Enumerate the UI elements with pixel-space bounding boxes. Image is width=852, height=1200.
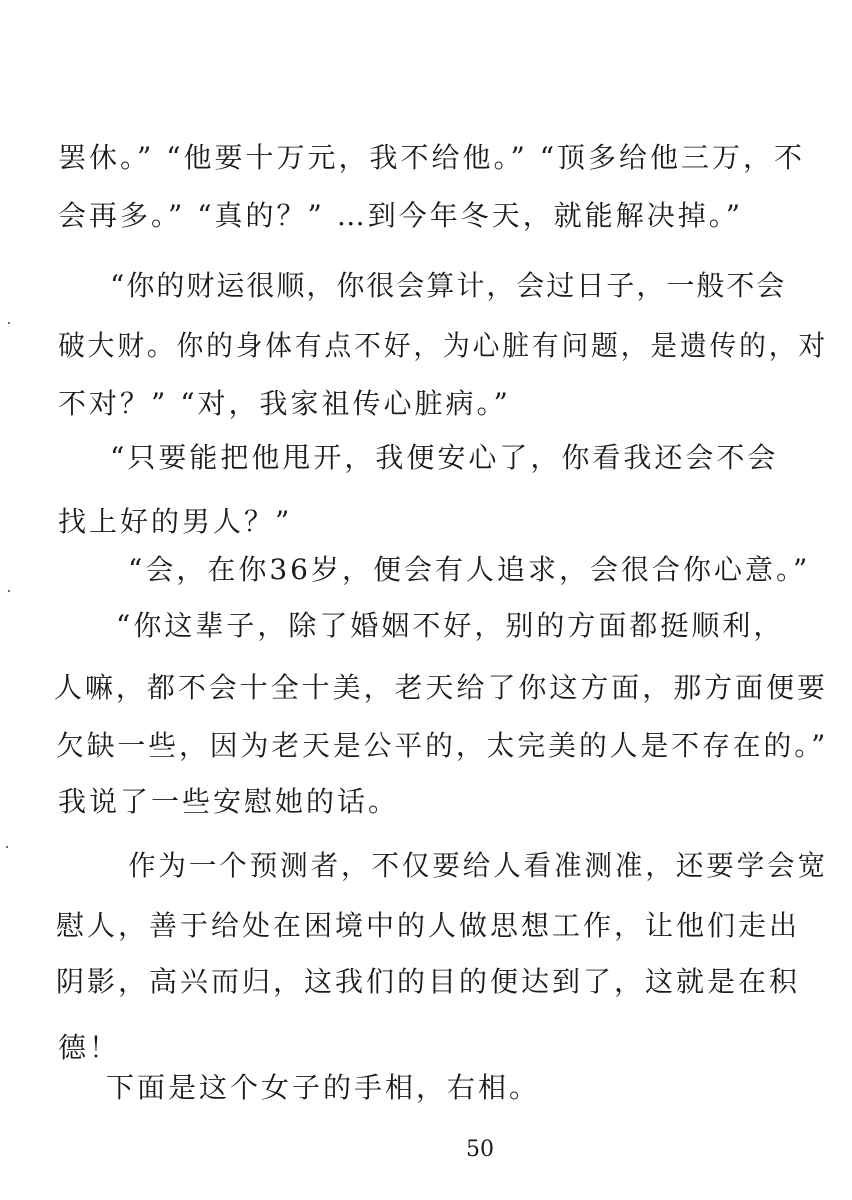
text-line-6: “只要能把他甩开，我便安心了，你看我还会不会: [110, 441, 779, 474]
text-line-10: 人嘛，都不会十全十美，老天给了你这方面，那方面便要: [54, 671, 829, 704]
text-line-13: 作为一个预测者，不仅要给人看准测准，还要学会宽: [128, 849, 829, 882]
scan-speck: [6, 846, 8, 848]
text-line-14: 慰人，善于给处在困境中的人做思想工作，让他们走出: [56, 909, 801, 942]
scan-speck: [8, 590, 10, 592]
text-line-9: “你这辈子，除了婚姻不好，别的方面都挺顺利，: [116, 609, 785, 642]
text-line-17: 下面是这个女子的手相，右相。: [106, 1071, 541, 1104]
text-line-4: 破大财。你的身体有点不好，为心脏有问题，是遗传的，对: [58, 329, 829, 362]
text-line-8: “会，在你36岁，便会有人追求，会很合你心意。”: [128, 553, 811, 586]
text-line-1: 罢休。” “他要十万元，我不给他。” “顶多给他三万，不: [58, 141, 806, 174]
scan-speck: [8, 322, 10, 324]
text-line-11: 欠缺一些，因为老天是公平的，太完美的人是不存在的。”: [56, 729, 829, 762]
text-line-3: “你的财运很顺，你很会算计，会过日子，一般不会: [110, 269, 787, 302]
text-line-2: 会再多。” “真的？” …到今年冬天，就能解决掉。”: [58, 199, 744, 232]
page-number: 50: [466, 1137, 494, 1162]
text-line-7: 找上好的男人？”: [58, 505, 293, 538]
text-line-16: 德！: [58, 1031, 121, 1064]
text-line-12: 我说了一些安慰她的话。: [58, 785, 400, 818]
text-line-15: 阴影，高兴而归，这我们的目的便达到了，这就是在积: [56, 965, 801, 998]
text-line-5: 不对？” “对，我家祖传心脏病。”: [58, 387, 511, 420]
